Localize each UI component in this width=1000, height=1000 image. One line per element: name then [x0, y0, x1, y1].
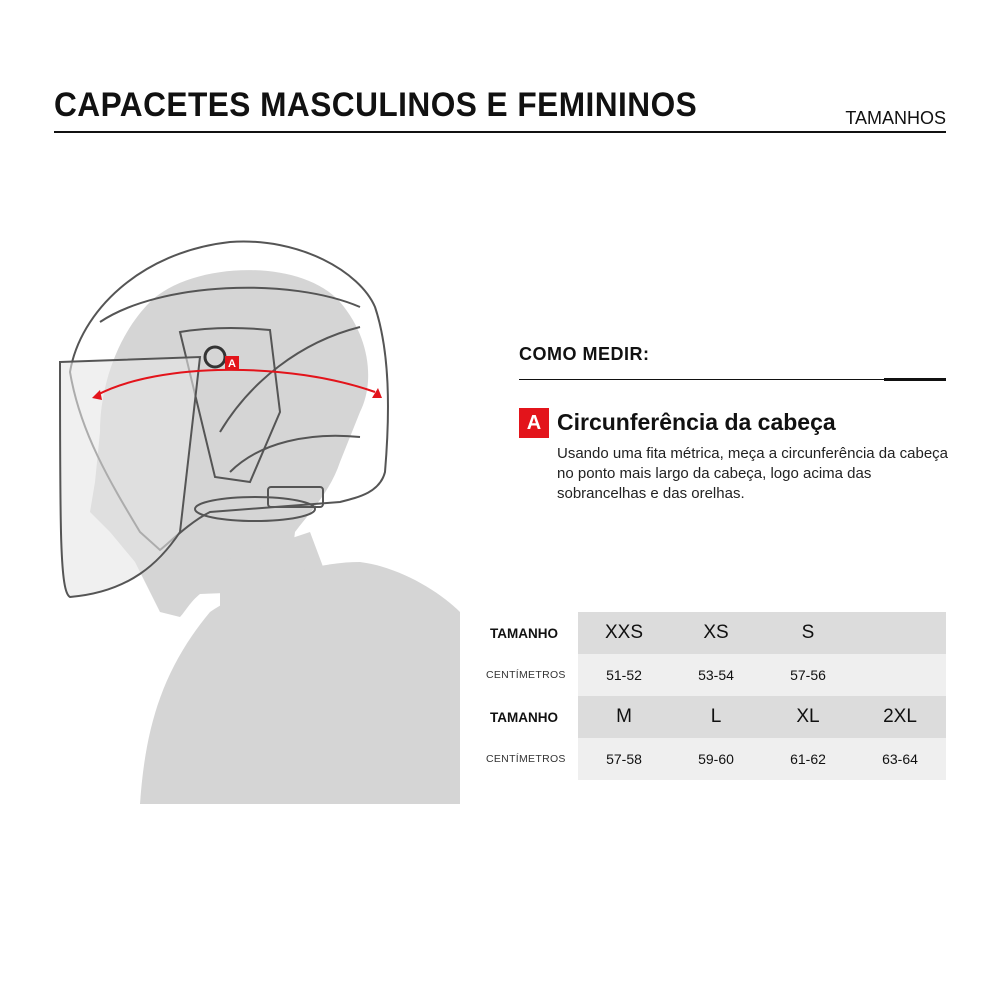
- size-cell: XS: [703, 622, 729, 643]
- measurement-badge: A: [519, 408, 549, 438]
- cm-cell: 63-64: [882, 751, 918, 767]
- size-cell: M: [616, 706, 632, 727]
- table-row: [478, 654, 946, 696]
- row-label: CENTÍMETROS: [486, 669, 566, 681]
- helmet-illustration: [40, 232, 460, 804]
- cm-cell: 51-52: [606, 667, 642, 683]
- table-row: [478, 696, 946, 738]
- section-tag: TAMANHOS: [845, 108, 946, 128]
- cm-cell: 61-62: [790, 751, 826, 767]
- cm-cell: 53-54: [698, 667, 734, 683]
- illustration-marker-label: A: [228, 358, 236, 370]
- row-label: TAMANHO: [490, 709, 558, 725]
- row-label: TAMANHO: [490, 625, 558, 641]
- size-table: [478, 612, 946, 780]
- table-row: [478, 738, 946, 780]
- how-to-section: [519, 344, 946, 380]
- size-cell: XXS: [604, 622, 644, 643]
- size-cell: S: [801, 622, 815, 643]
- measurement-arrow-right: [372, 388, 382, 398]
- size-cell: 2XL: [883, 706, 917, 727]
- measurement-description: Usando uma fita métrica, meça a circunferência da cabeça no ponto mais largo da cabeça, logo acima das sobrancelhas e das orelhas.: [557, 445, 949, 502]
- cm-cell: 59-60: [698, 751, 734, 767]
- how-to-label: COMO MEDIR:: [519, 344, 650, 364]
- measurement-title: Circunferência da cabeça: [557, 409, 836, 435]
- how-to-divider: [519, 379, 946, 380]
- title-divider: [54, 131, 946, 133]
- size-cell: XL: [796, 706, 820, 727]
- size-cell: L: [710, 706, 722, 727]
- row-label: CENTÍMETROS: [486, 753, 566, 765]
- table-row: [478, 612, 946, 654]
- cm-cell: 57-56: [790, 667, 826, 683]
- page-title: CAPACETES MASCULINOS E FEMININOS: [54, 86, 698, 124]
- cm-cell: 57-58: [606, 751, 642, 767]
